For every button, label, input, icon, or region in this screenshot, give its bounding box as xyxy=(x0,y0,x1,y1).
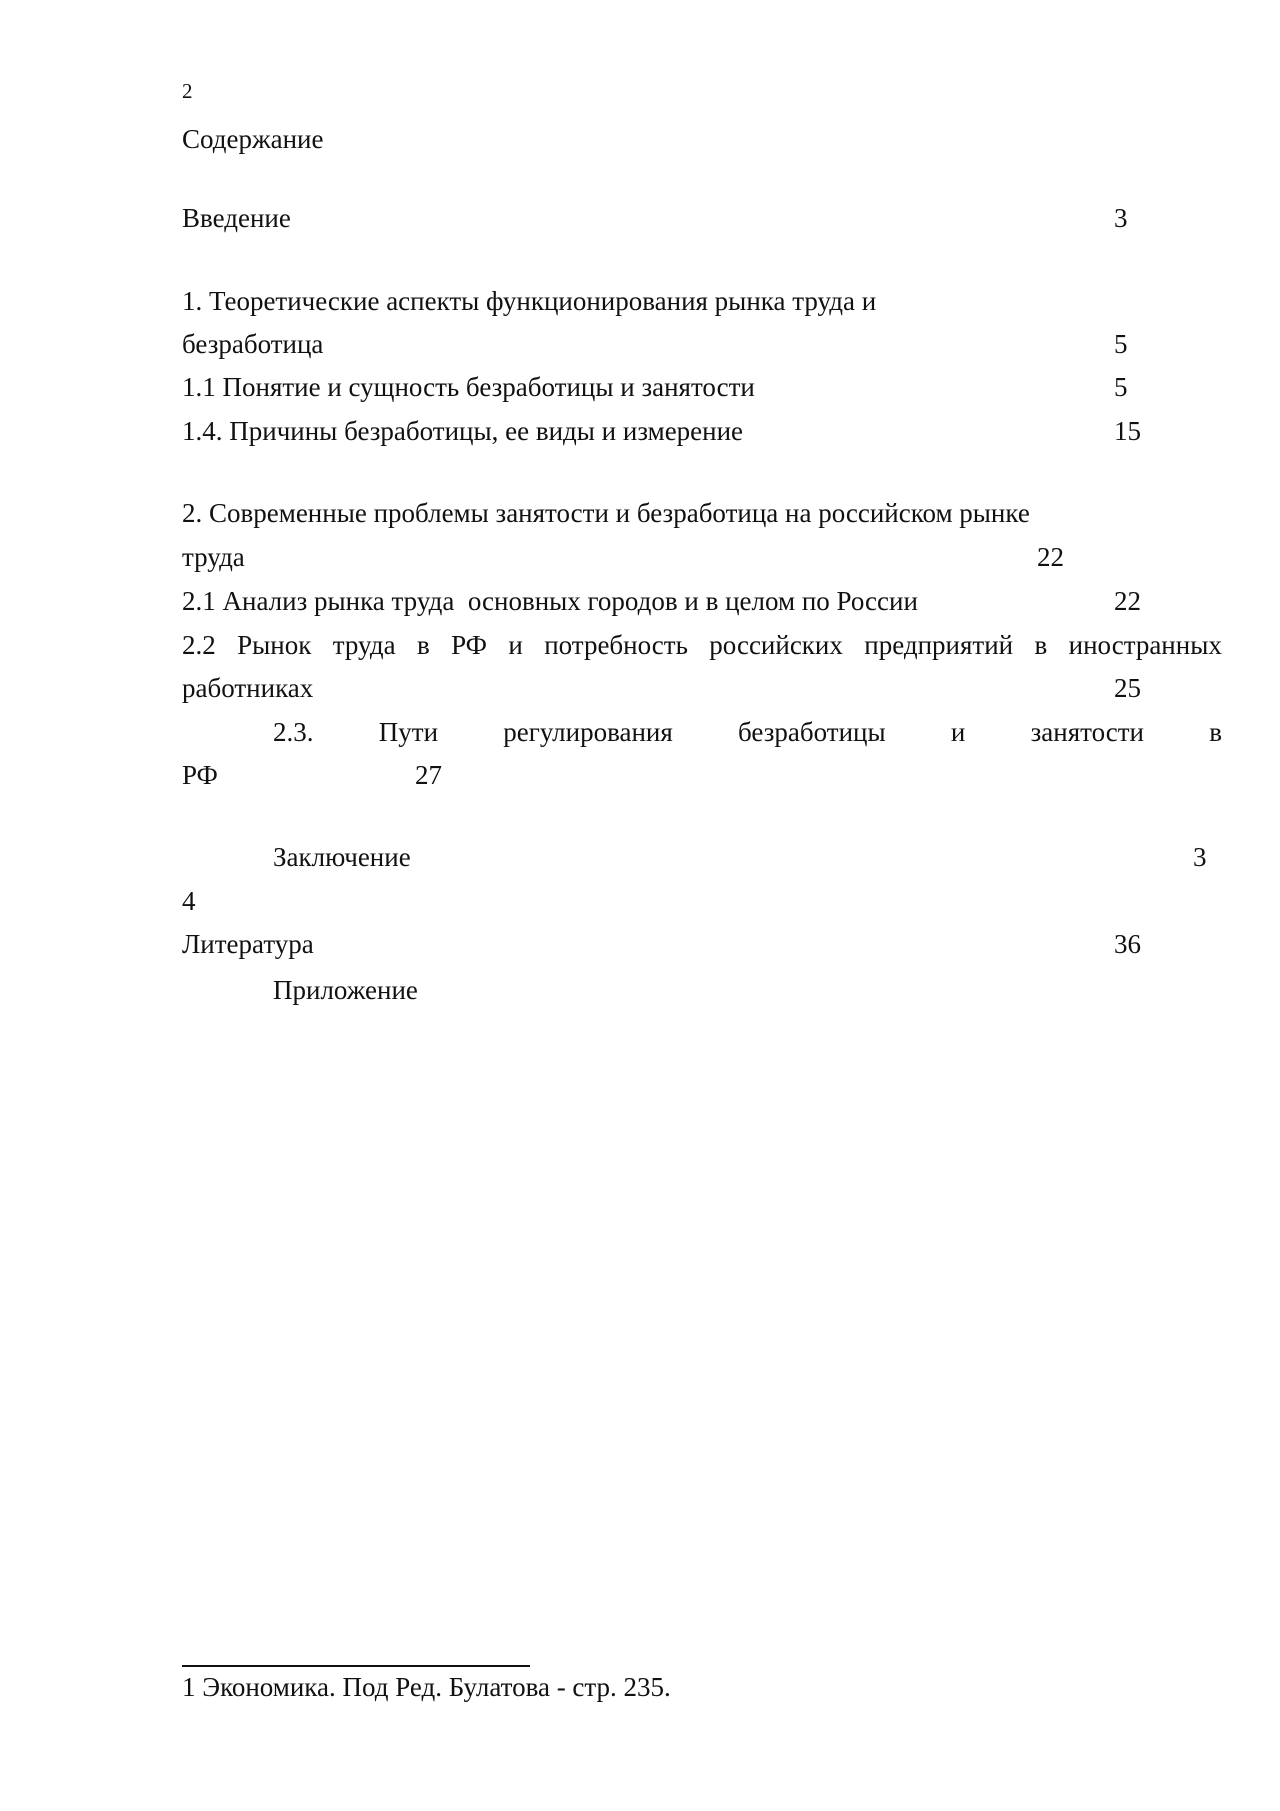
word: в xyxy=(416,630,430,660)
word: 2.2 xyxy=(182,630,216,660)
toc-entry-s1-4-page: 15 xyxy=(1114,416,1141,446)
toc-entry-s2-2-label-line1 xyxy=(182,628,1222,662)
toc-title: Содержание xyxy=(182,124,324,154)
toc-entry-conclusion-page-part2: 4 xyxy=(182,886,196,916)
toc-entry-s2-1-page: 22 xyxy=(1114,586,1141,616)
toc-entry-conclusion-label: Заключение xyxy=(273,842,411,872)
word: 2.3. xyxy=(273,717,314,747)
toc-entry-s2-1-label: 2.1 Анализ рынка труда основных городов и в целом по России xyxy=(182,586,918,616)
toc-entry-intro-page: 3 xyxy=(1114,203,1128,233)
word: потребность xyxy=(544,630,688,660)
toc-entry-ch1-page: 5 xyxy=(1114,329,1128,359)
toc-entry-ch1-label-line2: безработица xyxy=(182,329,324,359)
footnote-text: 1 Экономика. Под Ред. Булатова - стр. 235. xyxy=(182,1672,671,1702)
toc-entry-s2-3-label-line1 xyxy=(273,715,1222,749)
footnote-separator xyxy=(182,1665,530,1667)
toc-entry-ch1-label-line1: 1. Теоретические аспекты функционирования рынка труда и xyxy=(182,286,877,316)
toc-entry-s2-2-label-line2: работниках xyxy=(182,673,314,703)
word: предприятий xyxy=(864,630,1014,660)
page-number: 2 xyxy=(182,79,193,103)
toc-entry-intro-label: Введение xyxy=(182,203,291,233)
toc-entry-s1-1-label: 1.1 Понятие и сущность безработицы и занятости xyxy=(182,372,755,402)
word: занятости xyxy=(1030,717,1144,747)
word: Пути xyxy=(378,717,439,747)
toc-entry-ch2-page: 22 xyxy=(1037,542,1064,572)
word: иностранных xyxy=(1068,630,1222,660)
word: и xyxy=(950,717,966,747)
toc-entry-conclusion-page-part1: 3 xyxy=(1193,842,1207,872)
word: российских xyxy=(709,630,843,660)
toc-entry-literature-label: Литература xyxy=(182,929,314,959)
word: Рынок xyxy=(237,630,312,660)
word: РФ xyxy=(451,630,487,660)
toc-entry-appendix-label: Приложение xyxy=(273,975,418,1005)
toc-entry-s1-4-label: 1.4. Причины безработицы, ее виды и измерение xyxy=(182,416,744,446)
toc-entry-s2-3-label-line2: РФ xyxy=(182,760,218,790)
toc-entry-ch2-label-line1: 2. Современные проблемы занятости и безработица на российском рынке xyxy=(182,498,1030,528)
word: безработицы xyxy=(738,717,886,747)
toc-entry-literature-page: 36 xyxy=(1114,929,1141,959)
toc-entry-s1-1-page: 5 xyxy=(1114,372,1128,402)
toc-entry-s2-2-page: 25 xyxy=(1114,673,1141,703)
toc-entry-s2-3-page: 27 xyxy=(415,760,442,790)
word: в xyxy=(1034,630,1048,660)
word: труда xyxy=(332,630,396,660)
word: и xyxy=(508,630,523,660)
word: регулирования xyxy=(503,717,673,747)
word: в xyxy=(1209,717,1222,747)
toc-entry-ch2-label-line2: труда xyxy=(182,542,245,572)
